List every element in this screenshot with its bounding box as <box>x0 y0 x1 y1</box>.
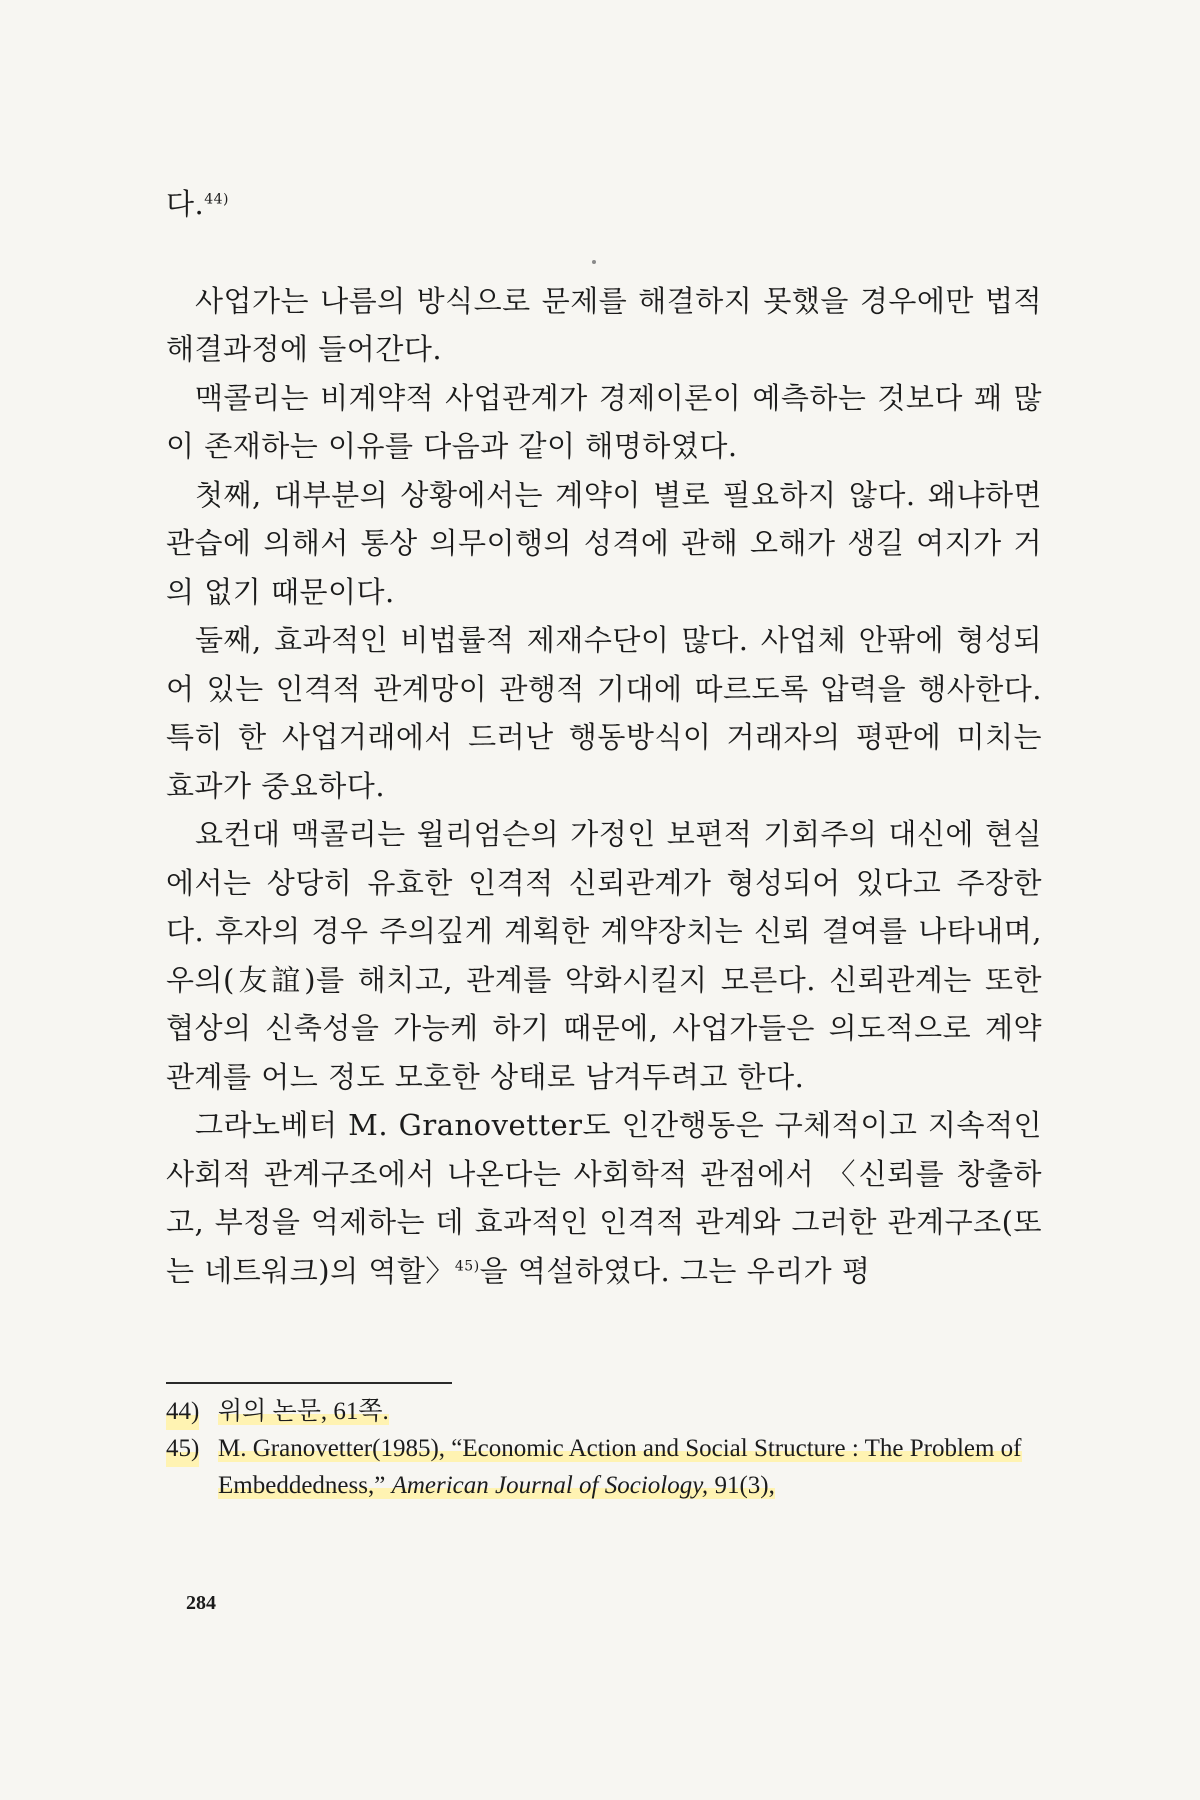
paragraph-text: 을 역설하였다. 그는 우리가 평 <box>479 1253 871 1288</box>
paragraph: 요컨대 맥콜리는 윌리엄슨의 가정인 보편적 기회주의 대신에 현실에서는 상당히 유효한 인격적 신뢰관계가 형성되어 있다고 주장한다. 후자의 경우 주의깊게 계획한 계약장치는 신뢰 결여를 나타내며, 우의(友誼)를 해치고, 관계를 악화시킬지 모른다. 신뢰관계는 또한 협상의 신축성을 가능케 하기 때문에, 사업가들은 의도적으로 계약관계를 어느 정도 모호한 상태로 남겨두려고 한다. <box>166 817 1042 1094</box>
footnotes <box>166 1393 1042 1504</box>
journal-title: American Journal of Sociology, <box>391 1472 709 1499</box>
paragraph: 첫째, 대부분의 상황에서는 계약이 별로 필요하지 않다. 왜냐하면 관습에 의해서 통상 의무이행의 성격에 관해 오해가 생길 여지가 거의 없기 때문이다. <box>166 477 1042 609</box>
paragraph-granovetter <box>166 1101 1042 1295</box>
continued-text: 다. <box>166 187 205 221</box>
body-text <box>166 180 1042 1295</box>
footnote-number: 45) <box>166 1430 199 1467</box>
footnote-text: 위의 논문, 61쪽. <box>218 1398 389 1425</box>
footnote-45 <box>166 1430 1042 1504</box>
footnote-divider <box>166 1382 452 1384</box>
paragraph: 사업가는 나름의 방식으로 문제를 해결하지 못했을 경우에만 법적 해결과정에 들어간다. <box>166 283 1042 366</box>
footnote-text: M. Granovetter(1985), “Economic Action and Social Structure : The Problem of Embeddedness,” <box>218 1435 1022 1499</box>
footnote-44 <box>166 1393 1042 1430</box>
paragraph-continuation <box>166 180 1042 229</box>
footnote-ref-45: 45) <box>454 1257 480 1274</box>
paragraph: 둘째, 효과적인 비법률적 제재수단이 많다. 사업체 안팎에 형성되어 있는 인격적 관계망이 관행적 기대에 따르도록 압력을 행사한다. 특히 한 사업거래에서 드러난 행동방식이 거래자의 평판에 미치는 효과가 중요하다. <box>166 623 1042 803</box>
footnote-text: 91(3), <box>708 1472 775 1499</box>
footnote-ref-44: 44) <box>204 191 230 208</box>
paragraph-text: 그라노베터 M. Granovetter도 인간행동은 구체적이고 지속적인 사회적 관계구조에서 나온다는 사회학적 관점에서 〈신뢰를 창출하고, 부정을 억제하는 데 효과적인 인격적 관계와 그러한 관계구조(또는 네트워크)의 역할〉 <box>166 1108 1042 1288</box>
paragraph: 맥콜리는 비계약적 사업관계가 경제이론이 예측하는 것보다 꽤 많이 존재하는 이유를 다음과 같이 해명하였다. <box>166 380 1042 463</box>
page-number: 284 <box>186 1592 216 1614</box>
footnote-number: 44) <box>166 1393 199 1430</box>
